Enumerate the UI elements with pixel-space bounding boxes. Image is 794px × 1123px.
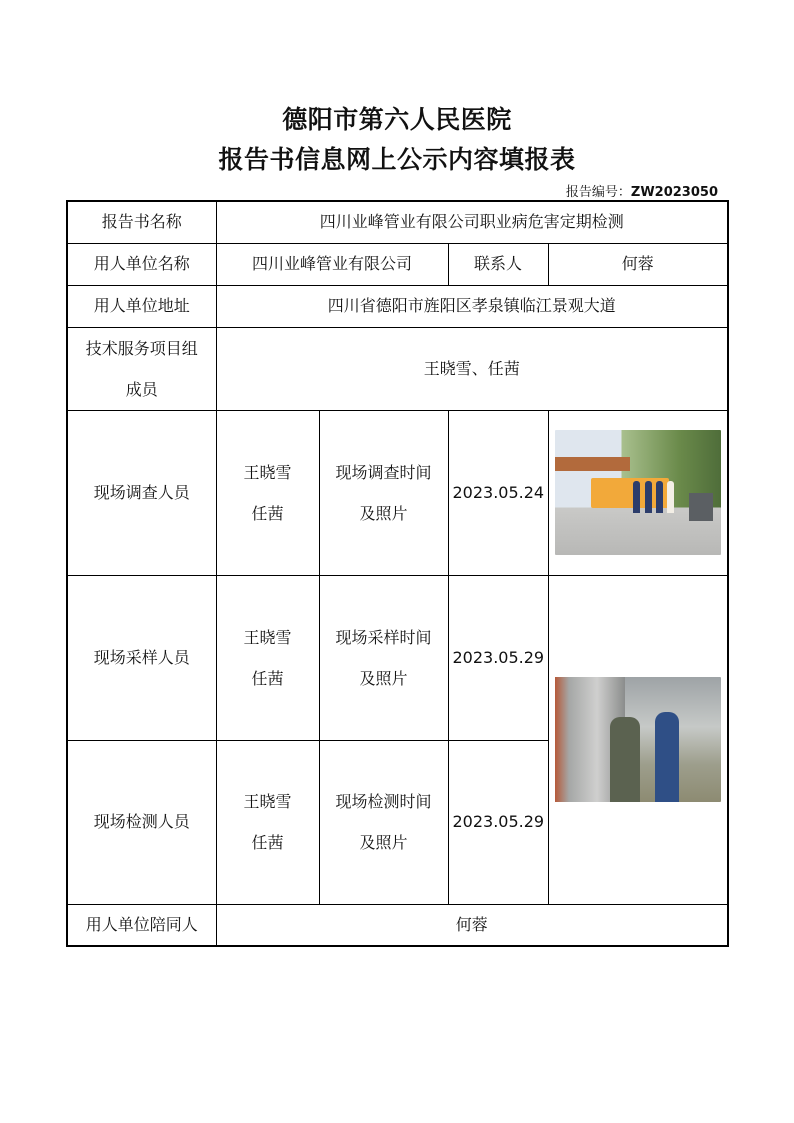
hospital-title: 德阳市第六人民医院 xyxy=(282,105,512,134)
photo-person xyxy=(667,481,674,513)
report-name-label: 报告书名称 xyxy=(67,201,216,243)
project-members-label-line1: 技术服务项目组 xyxy=(85,338,198,358)
sampling-detection-photo-cell xyxy=(548,575,728,904)
detection-persons xyxy=(216,740,319,904)
detection-time-label-line2: 及照片 xyxy=(359,833,408,852)
employer-address-value: 四川省德阳市旌阳区孝泉镇临江景观大道 xyxy=(216,285,728,327)
survey-date: 2023.05.24 xyxy=(448,410,548,575)
row-project-members xyxy=(67,327,728,410)
report-number xyxy=(566,181,718,200)
report-number-label: 报告编号： xyxy=(565,185,631,200)
survey-time-label-line2: 及照片 xyxy=(359,503,408,523)
row-report-name xyxy=(67,201,728,243)
employer-address-label: 用人单位地址 xyxy=(67,285,216,327)
detection-time-label xyxy=(319,740,448,904)
row-sampling xyxy=(67,575,728,740)
survey-time-label xyxy=(319,410,448,575)
photo-technician xyxy=(655,712,679,802)
row-survey xyxy=(67,410,728,575)
contact-value: 何蓉 xyxy=(548,243,728,285)
project-members-label-line2: 成员 xyxy=(125,379,158,399)
survey-photo-cell xyxy=(548,410,728,575)
sampling-time-label xyxy=(319,575,448,740)
accompany-label: 用人单位陪同人 xyxy=(67,904,216,946)
photo-person xyxy=(645,481,652,513)
photo-person xyxy=(656,481,663,513)
photo-plant-pot xyxy=(689,493,713,521)
sampling-date: 2023.05.29 xyxy=(448,575,548,740)
survey-persons xyxy=(216,410,319,575)
sampling-detection-photo xyxy=(555,677,721,802)
accompany-value: 何蓉 xyxy=(216,904,728,946)
site-survey-photo xyxy=(555,430,721,555)
detection-date: 2023.05.29 xyxy=(448,740,548,904)
report-number-value: ZW2023050 xyxy=(630,185,718,200)
survey-time-label-line1: 现场调查时间 xyxy=(335,462,432,482)
form-title: 报告书信息网上公示内容填报表 xyxy=(218,145,576,174)
info-table xyxy=(66,200,729,947)
detection-time-label-line1: 现场检测时间 xyxy=(335,792,432,811)
detection-person: 王晓雪 xyxy=(243,792,292,811)
project-members-label xyxy=(67,327,216,410)
contact-label: 联系人 xyxy=(448,243,548,285)
survey-person: 任茜 xyxy=(251,503,284,523)
photo-person xyxy=(633,481,640,513)
sampling-time-label-line2: 及照片 xyxy=(359,668,408,688)
survey-person: 王晓雪 xyxy=(243,462,292,482)
project-members-value: 王晓雪、任茜 xyxy=(216,327,728,410)
row-employer-name xyxy=(67,243,728,285)
survey-label: 现场调查人员 xyxy=(67,410,216,575)
photo-worker xyxy=(610,717,640,802)
sampling-person: 任茜 xyxy=(251,668,284,688)
detection-person: 任茜 xyxy=(251,833,284,852)
report-name-value: 四川业峰管业有限公司职业病危害定期检测 xyxy=(216,201,728,243)
row-accompany xyxy=(67,904,728,946)
employer-name-label: 用人单位名称 xyxy=(67,243,216,285)
detection-label: 现场检测人员 xyxy=(67,740,216,904)
sampling-time-label-line1: 现场采样时间 xyxy=(335,627,432,647)
sampling-persons xyxy=(216,575,319,740)
row-employer-address xyxy=(67,285,728,327)
sampling-person: 王晓雪 xyxy=(243,627,292,647)
sampling-label: 现场采样人员 xyxy=(67,575,216,740)
photo-roof xyxy=(555,457,630,471)
employer-name-value: 四川业峰管业有限公司 xyxy=(216,243,448,285)
